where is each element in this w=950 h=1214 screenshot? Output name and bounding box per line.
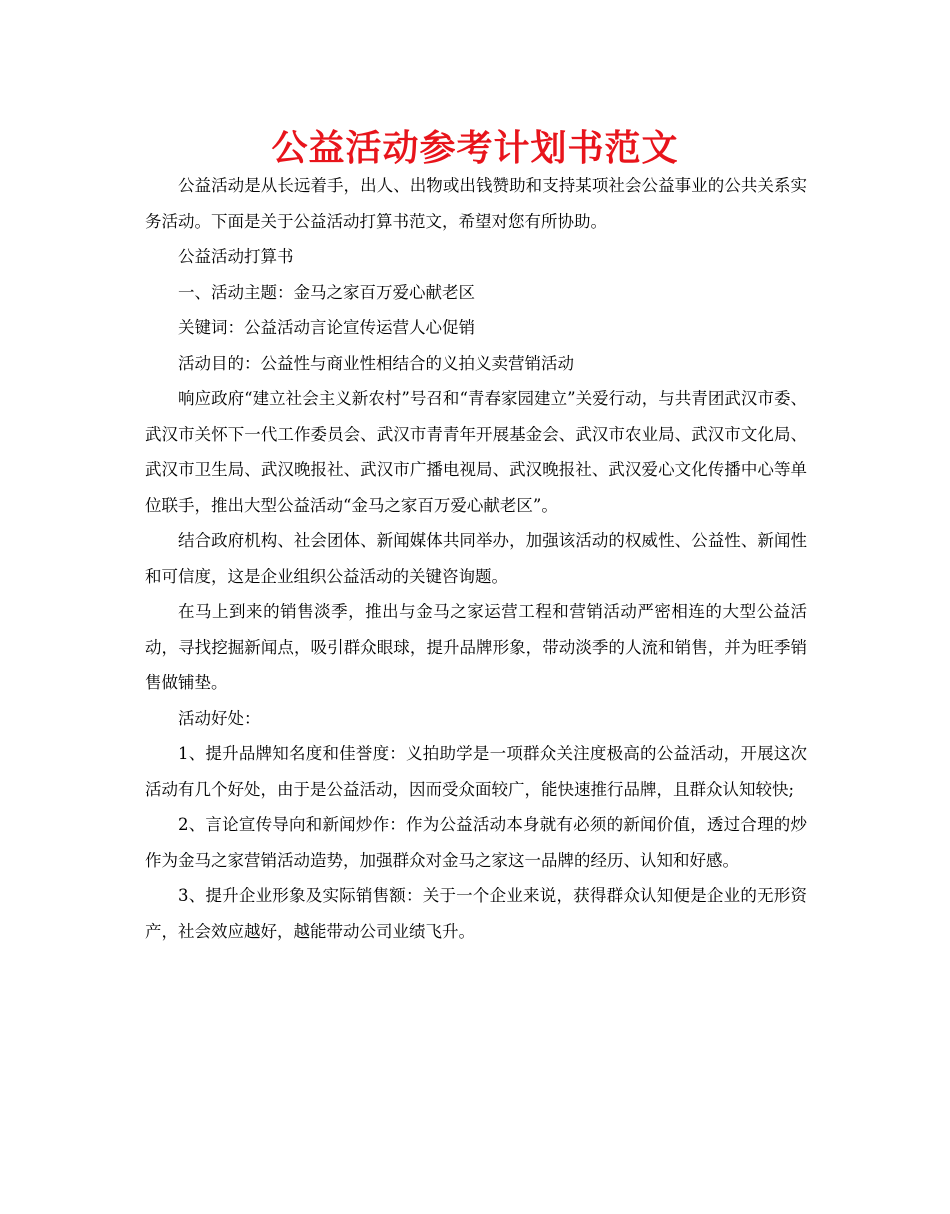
- paragraph-purpose: 活动目的：公益性与商业性相结合的义拍义卖营销活动: [178, 353, 574, 373]
- paragraph-response: 响应政府“建立社会主义新农村”号召和“青春家园建立”关爱行动，与共青团武汉市委、武汉市关怀下一代工作委员会、武汉市青青年开展基金会、武汉市农业局、武汉市文化局、武汉市卫生局、武汉晚报社、武汉市广播电视局、武汉晚报社、武汉爱心文化传播中心等单位联手，推出大型公益活动“金马之家百万爱心献老区”。: [145, 389, 807, 515]
- paragraph-intro: 公益活动是从长远着手，出人、出物或出钱赞助和支持某项社会公益事业的公共关系实务活动。下面是关于公益活动打算书范文，希望对您有所协助。: [145, 176, 807, 231]
- paragraph-cooperation: 结合政府机构、社会团体、新闻媒体共同举办，加强该活动的权威性、公益性、新闻性和可信度，这是企业组织公益活动的关键咨询题。: [145, 531, 807, 586]
- paragraph-season: 在马上到来的销售淡季，推出与金马之家运营工程和营销活动严密相连的大型公益活动，寻找挖掘新闻点，吸引群众眼球，提升品牌形象，带动淡季的人流和销售，并为旺季销售做铺垫。: [145, 602, 807, 692]
- paragraph-benefit-3: 3、提升企业形象及实际销售额：关于一个企业来说，获得群众认知便是企业的无形资产，社会效应越好，越能带动公司业绩飞升。: [145, 886, 807, 941]
- paragraph-benefit-2: 2、言论宣传导向和新闻炒作：作为公益活动本身就有必须的新闻价值，透过合理的炒作为金马之家营销活动造势，加强群众对金马之家这一品牌的经历、认知和好感。: [145, 815, 807, 870]
- paragraph-theme: 一、活动主题：金马之家百万爱心献老区: [178, 282, 475, 302]
- document-title: 公益活动参考计划书范文: [271, 128, 679, 169]
- paragraph-benefits-heading: 活动好处：: [178, 708, 261, 728]
- paragraph-heading: 公益活动打算书: [178, 247, 294, 266]
- document-body: [145, 168, 807, 949]
- paragraph-benefit-1: 1、提升品牌知名度和佳誉度：义拍助学是一项群众关注度极高的公益活动，开展这次活动有几个好处，由于是公益活动，因而受众面较广，能快速推行品牌，且群众认知较快;: [145, 744, 807, 799]
- paragraph-keywords: 关键词：公益活动言论宣传运营人心促销: [178, 318, 475, 337]
